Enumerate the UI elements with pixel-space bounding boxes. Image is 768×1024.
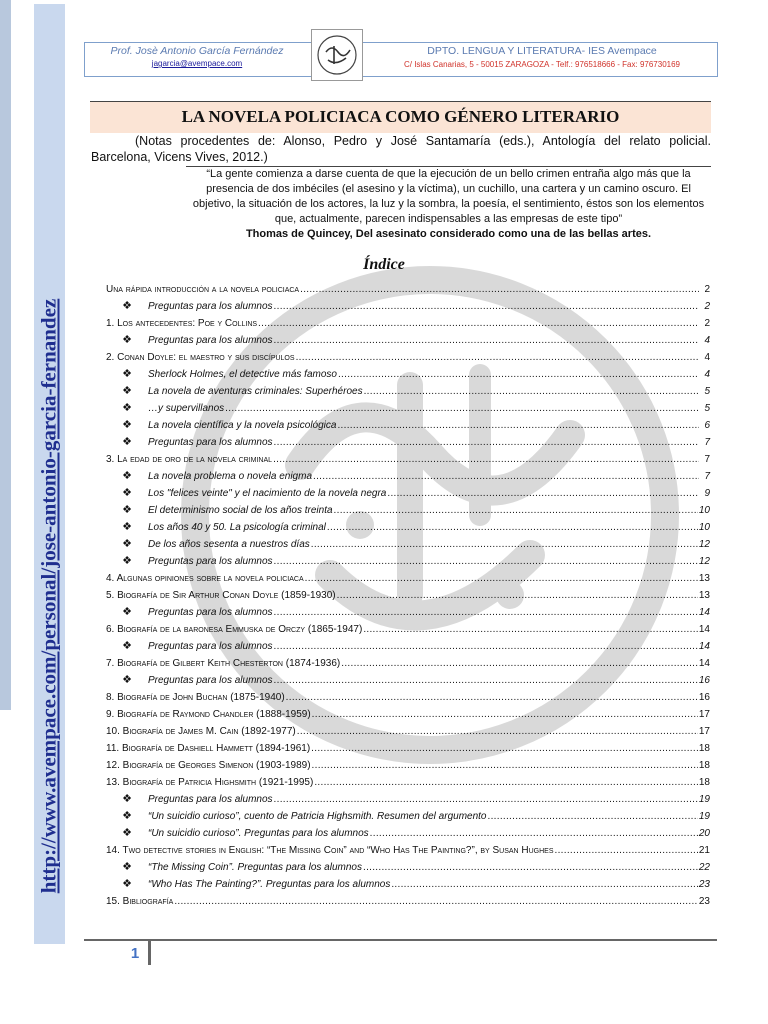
toc-entry-title: 14. Two detective stories in English: “The Missing Coin” and “Who Has The Painting?”, by Susan Hughes: [106, 845, 554, 856]
toc-entry-title: 7. Biografía de Gilbert Keith Chesterton (1874-1936): [106, 658, 341, 669]
toc-entry-page: 23: [698, 879, 710, 890]
diamond-bullet-icon: ❖: [122, 470, 132, 482]
toc-entry-title: “Un suicidio curioso”, cuento de Patricia Highsmith. Resumen del argumento: [148, 811, 487, 822]
toc-entry[interactable]: [106, 706, 710, 723]
toc-leader-dots: [387, 485, 699, 499]
toc-entry[interactable]: [106, 791, 710, 808]
diamond-bullet-icon: ❖: [122, 674, 132, 686]
toc-entry-title: 9. Biografía de Raymond Chandler (1888-1959): [106, 709, 311, 720]
toc-leader-dots: [274, 672, 698, 686]
toc-leader-dots: [555, 842, 698, 856]
diamond-bullet-icon: ❖: [122, 861, 132, 873]
toc-entry[interactable]: [106, 655, 710, 672]
toc-entry-page: 10: [698, 505, 710, 516]
epigraph: [186, 167, 711, 242]
diamond-bullet-icon: ❖: [122, 436, 132, 448]
toc-entry[interactable]: [106, 400, 710, 417]
toc-entry-page: 20: [698, 828, 710, 839]
toc-leader-dots: [312, 706, 698, 720]
toc-entry[interactable]: [106, 808, 710, 825]
diamond-bullet-icon: ❖: [122, 504, 132, 516]
toc-entry[interactable]: [106, 536, 710, 553]
toc-entry-page: 2: [704, 318, 710, 329]
toc-entry-page: 21: [698, 845, 710, 856]
toc-entry[interactable]: [106, 417, 710, 434]
toc-entry-page: 18: [698, 760, 710, 771]
toc-entry-title: La novela problema o novela enigma: [148, 471, 312, 482]
toc-entry-title: 8. Biografía de John Buchan (1875-1940): [106, 692, 285, 703]
toc-entry[interactable]: [106, 315, 710, 332]
toc-entry-title: 3. La edad de oro de la novela criminal: [106, 454, 273, 465]
toc-entry-page: 6: [704, 420, 710, 431]
toc-entry-title: Preguntas para los alumnos: [148, 607, 273, 618]
source-notes: [91, 133, 711, 165]
toc-entry-page: 14: [698, 658, 710, 669]
toc-entry-page: 4: [704, 335, 710, 346]
diamond-bullet-icon: ❖: [122, 606, 132, 618]
toc-entry-title: 10. Biografía de James M. Cain (1892-1977): [106, 726, 296, 737]
toc-entry-page: 7: [704, 471, 710, 482]
toc-entry[interactable]: [106, 502, 710, 519]
diamond-bullet-icon: ❖: [122, 419, 132, 431]
diamond-bullet-icon: ❖: [122, 555, 132, 567]
toc-entry[interactable]: [106, 570, 710, 587]
toc-entry-title: 11. Biografía de Dashiell Hammett (1894-1961): [106, 743, 311, 754]
toc-entry-title: “The Missing Coin”. Preguntas para los alumnos: [148, 862, 362, 873]
toc-leader-dots: [311, 740, 698, 754]
toc-entry-page: 22: [698, 862, 710, 873]
toc-entry[interactable]: [106, 621, 710, 638]
toc-leader-dots: [258, 315, 699, 329]
toc-entry-title: Preguntas para los alumnos: [148, 437, 273, 448]
toc-entry-title: 6. Biografía de la baronesa Emmuska de Orczy (1865-1947): [106, 624, 363, 635]
toc-entry-title: Preguntas para los alumnos: [148, 675, 273, 686]
header-department: DPTO. LENGUA Y LITERATURA- IES Avempace: [427, 45, 657, 57]
toc-entry[interactable]: [106, 723, 710, 740]
toc-entry-title: Los "felices veinte" y el nacimiento de la novela negra: [148, 488, 387, 499]
toc-entry[interactable]: [106, 672, 710, 689]
toc-entry[interactable]: [106, 825, 710, 842]
toc-entry-page: 12: [698, 556, 710, 567]
toc-leader-dots: [364, 383, 699, 397]
page-header: [84, 42, 718, 77]
toc-entry-title: “Who Has The Painting?”. Preguntas para los alumnos: [148, 879, 391, 890]
page-number: 1: [130, 945, 140, 962]
diamond-bullet-icon: ❖: [122, 538, 132, 550]
toc-leader-dots: [274, 332, 699, 346]
page-title: LA NOVELA POLICIACA COMO GÉNERO LITERARIO: [181, 107, 620, 126]
toc-entry-title: De los años sesenta a nuestros días: [148, 539, 310, 550]
toc-leader-dots: [311, 536, 698, 550]
diamond-bullet-icon: ❖: [122, 487, 132, 499]
toc-leader-dots: [296, 349, 699, 363]
toc-entry-page: 16: [698, 692, 710, 703]
toc-entry-page: 5: [704, 386, 710, 397]
toc-leader-dots: [305, 570, 698, 584]
header-email-link[interactable]: jagarcia@avempace.com: [151, 59, 243, 68]
toc-leader-dots: [300, 281, 699, 295]
toc-entry[interactable]: [106, 842, 710, 859]
toc-entry-title: …y supervillanos: [148, 403, 225, 414]
toc-leader-dots: [391, 876, 698, 890]
toc-entry-title: Preguntas para los alumnos: [148, 794, 273, 805]
diamond-bullet-icon: ❖: [122, 878, 132, 890]
toc-leader-dots: [274, 604, 698, 618]
toc-entry-page: 16: [698, 675, 710, 686]
source-notes-text: (Notas procedentes de: Alonso, Pedro y José Santamaría (eds.), Antología del relato policial. Barcelona, Vicens Vives, 2012.): [91, 134, 711, 164]
page-number-bar: [148, 941, 151, 965]
toc-entry[interactable]: [106, 451, 710, 468]
toc-entry-page: 17: [698, 726, 710, 737]
header-address: C/ Islas Canarias, 5 - 50015 ZARAGOZA - Telf.: 976518666 - Fax: 976730169: [403, 60, 680, 69]
toc-entry-title: 4. Algunas opiniones sobre la novela policiaca: [106, 573, 304, 584]
toc-entry[interactable]: [106, 366, 710, 383]
diamond-bullet-icon: ❖: [122, 300, 132, 312]
toc-entry-page: 5: [704, 403, 710, 414]
toc-entry[interactable]: [106, 349, 710, 366]
sidebar-url-link[interactable]: http://www.avempace.com/personal/jose-antonio-garcia-fernandez: [36, 298, 61, 894]
diamond-bullet-icon: ❖: [122, 385, 132, 397]
toc-entry-title: Preguntas para los alumnos: [148, 301, 273, 312]
toc-leader-dots: [341, 655, 698, 669]
toc-entry[interactable]: [106, 468, 710, 485]
toc-entry[interactable]: [106, 859, 710, 876]
toc-entry-title: Los años 40 y 50. La psicología criminal: [148, 522, 326, 533]
toc-entry-page: 13: [698, 590, 710, 601]
toc-entry-page: 18: [698, 777, 710, 788]
toc-entry[interactable]: [106, 638, 710, 655]
toc-entry[interactable]: [106, 689, 710, 706]
toc-entry-page: 18: [698, 743, 710, 754]
toc-entry-page: 19: [698, 794, 710, 805]
school-logo-icon: [311, 29, 363, 81]
toc-entry-title: Sherlock Holmes, el detective más famoso: [148, 369, 337, 380]
toc-entry-title: Preguntas para los alumnos: [148, 335, 273, 346]
toc-leader-dots: [274, 434, 699, 448]
epigraph-attribution: Thomas de Quincey, Del asesinato considerado como una de las bellas artes.: [245, 228, 652, 240]
toc-entry[interactable]: [106, 757, 710, 774]
toc-entry[interactable]: [106, 434, 710, 451]
diamond-bullet-icon: ❖: [122, 810, 132, 822]
toc-entry-page: 14: [698, 641, 710, 652]
toc-leader-dots: [274, 553, 698, 567]
epigraph-text: “La gente comienza a darse cuenta de que la ejecución de un bello crimen entraña algo más que la presencia de dos imbéciles (el asesino y la víctima), un cuchillo, una cartera y un camino oscuro. El objetivo, la situación de los actores, la luz y la sombra, la poesía, el sentimiento, éstos son los elementos que, actualmente, parecen indispensables a las empresas de este tipo”: [192, 168, 705, 225]
toc-entry[interactable]: [106, 519, 710, 536]
toc-entry-page: 9: [704, 488, 710, 499]
diamond-bullet-icon: ❖: [122, 793, 132, 805]
toc-leader-dots: [297, 723, 698, 737]
toc-entry-title: 1. Los antecedentes: Poe y Collins: [106, 318, 258, 329]
toc-leader-dots: [363, 621, 698, 635]
toc-entry[interactable]: [106, 553, 710, 570]
title-box: [90, 101, 711, 133]
header-department-block: [367, 43, 717, 76]
toc-entry-title: Preguntas para los alumnos: [148, 556, 273, 567]
toc-entry-page: 17: [698, 709, 710, 720]
toc-leader-dots: [370, 825, 698, 839]
toc-entry-page: 7: [704, 437, 710, 448]
diamond-bullet-icon: ❖: [122, 827, 132, 839]
toc-entry-page: 10: [698, 522, 710, 533]
toc-entry-page: 2: [704, 284, 710, 295]
toc-entry-title: El determinismo social de los años treinta: [148, 505, 333, 516]
toc-entry[interactable]: [106, 281, 710, 298]
table-of-contents: [106, 281, 710, 910]
toc-entry-page: 7: [704, 454, 710, 465]
header-author-block: [85, 43, 309, 76]
toc-entry-page: 14: [698, 607, 710, 618]
toc-leader-dots: [274, 298, 699, 312]
sidebar: [0, 0, 66, 1024]
header-author: Prof. Josè Antonio García Fernández: [110, 45, 284, 57]
toc-leader-dots: [334, 502, 698, 516]
toc-leader-dots: [337, 587, 698, 601]
diamond-bullet-icon: ❖: [122, 521, 132, 533]
toc-entry[interactable]: [106, 383, 710, 400]
toc-entry-page: 14: [698, 624, 710, 635]
toc-entry-page: 19: [698, 811, 710, 822]
toc-entry-title: La novela de aventuras criminales: Superhéroes: [148, 386, 363, 397]
toc-entry-page: 2: [704, 301, 710, 312]
toc-entry-page: 23: [698, 896, 710, 907]
toc-leader-dots: [174, 893, 698, 907]
toc-entry-title: Una rápida introducción a la novela policiaca: [106, 284, 300, 295]
toc-leader-dots: [286, 689, 698, 703]
toc-entry[interactable]: [106, 485, 710, 502]
toc-entry[interactable]: [106, 587, 710, 604]
toc-entry-title: “Un suicidio curioso”. Preguntas para los alumnos: [148, 828, 369, 839]
toc-entry-title: La novela científica y la novela psicológica: [148, 420, 337, 431]
toc-leader-dots: [273, 451, 699, 465]
toc-entry[interactable]: [106, 774, 710, 791]
toc-entry[interactable]: [106, 876, 710, 893]
toc-leader-dots: [363, 859, 698, 873]
toc-leader-dots: [313, 468, 699, 482]
toc-entry[interactable]: [106, 298, 710, 315]
toc-entry-title: 15. Bibliografía: [106, 896, 174, 907]
toc-leader-dots: [274, 791, 698, 805]
footer-divider: [84, 939, 717, 941]
diamond-bullet-icon: ❖: [122, 402, 132, 414]
toc-entry[interactable]: [106, 740, 710, 757]
toc-entry-title: Preguntas para los alumnos: [148, 641, 273, 652]
toc-leader-dots: [225, 400, 699, 414]
toc-leader-dots: [338, 366, 699, 380]
toc-leader-dots: [337, 417, 699, 431]
toc-entry-title: 13. Biografía de Patricia Highsmith (1921-1995): [106, 777, 314, 788]
toc-entry[interactable]: [106, 332, 710, 349]
sidebar-band: [0, 0, 11, 710]
diamond-bullet-icon: ❖: [122, 334, 132, 346]
toc-entry-title: 5. Biografía de Sir Arthur Conan Doyle (1859-1930): [106, 590, 336, 601]
toc-entry-title: 12. Biografía de Georges Simenon (1903-1989): [106, 760, 311, 771]
toc-leader-dots: [274, 638, 698, 652]
diamond-bullet-icon: ❖: [122, 368, 132, 380]
toc-entry[interactable]: [106, 604, 710, 621]
diamond-bullet-icon: ❖: [122, 640, 132, 652]
toc-entry-page: 4: [704, 352, 710, 363]
toc-entry-page: 4: [704, 369, 710, 380]
toc-entry-page: 13: [698, 573, 710, 584]
toc-entry[interactable]: [106, 893, 710, 910]
toc-leader-dots: [488, 808, 698, 822]
toc-leader-dots: [314, 774, 698, 788]
toc-entry-page: 12: [698, 539, 710, 550]
toc-leader-dots: [327, 519, 698, 533]
toc-entry-title: 2. Conan Doyle: el maestro y sus discípulos: [106, 352, 295, 363]
toc-leader-dots: [312, 757, 698, 771]
index-heading: Índice: [363, 256, 405, 273]
